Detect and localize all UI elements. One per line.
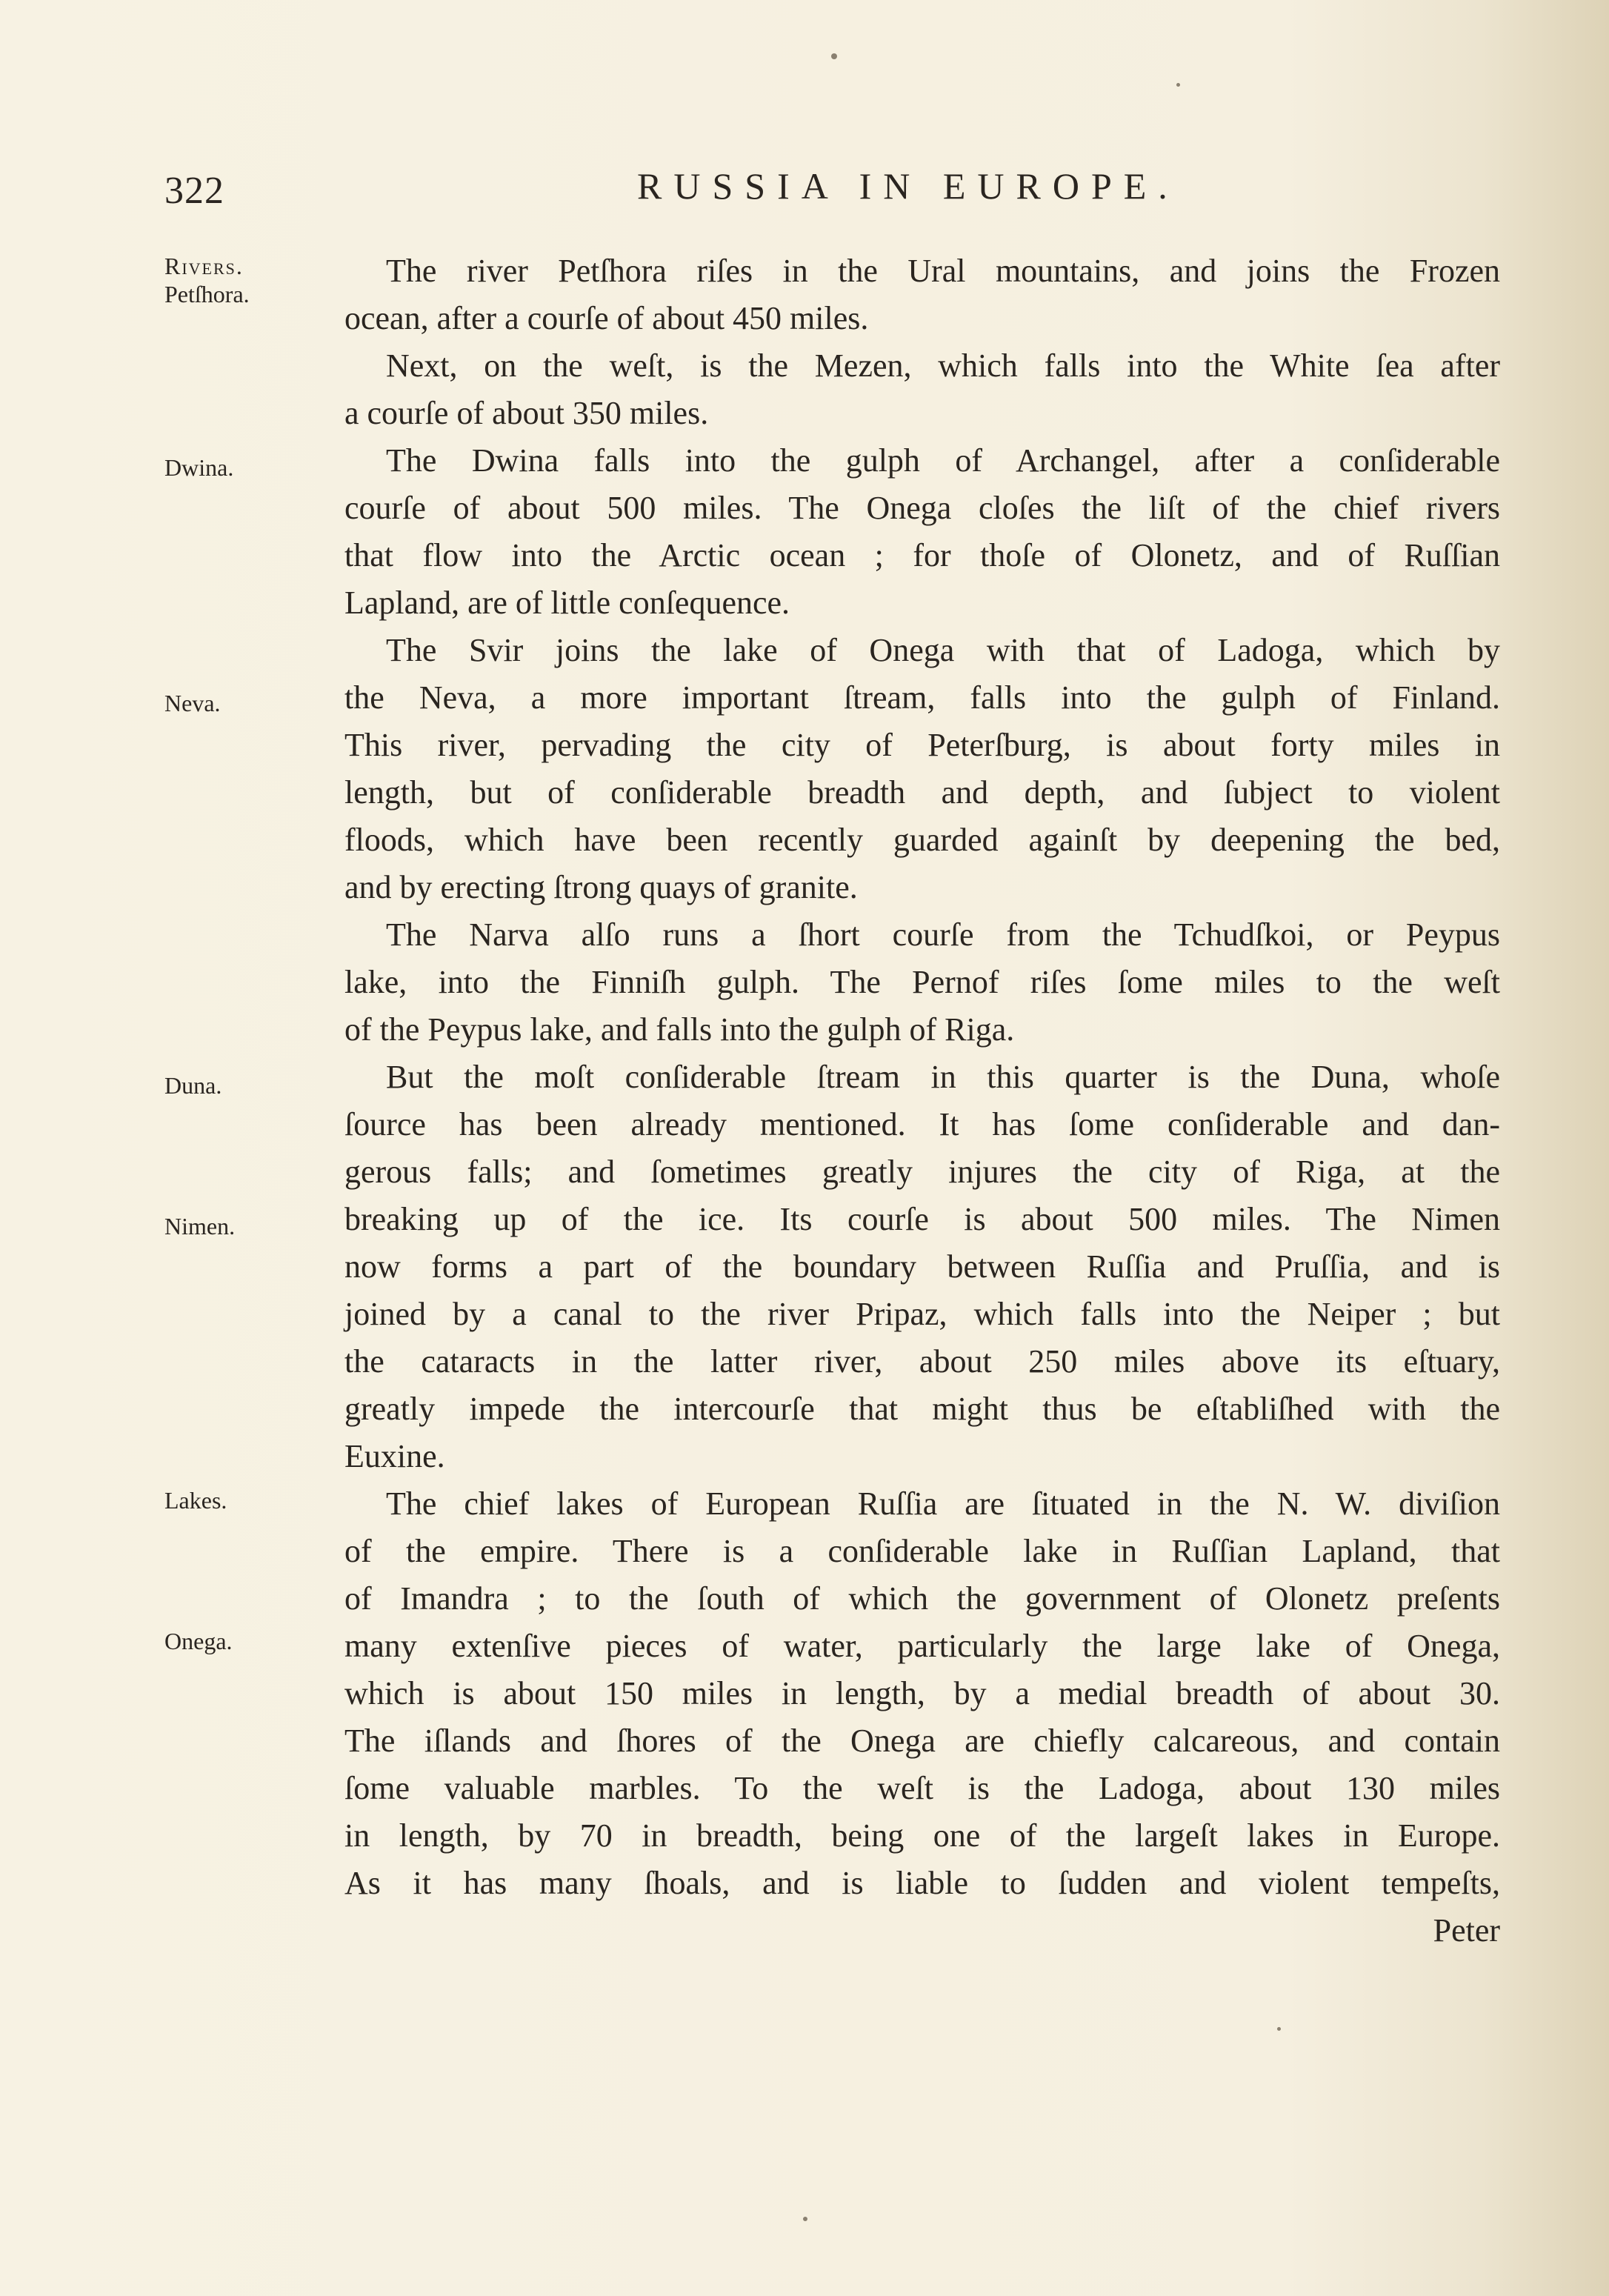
margin-note-duna [164,1071,327,1099]
text-line: which is about 150 miles in length, by a medial breadth of about 30. [344,1675,1500,1711]
text-line: The iſlands and ſhores of the Onega are chiefly calcareous, and contain [344,1723,1500,1759]
margin-note-nimen [164,1212,327,1240]
text-line: The Dwina falls into the gulph of Archangel, after a conſiderable [386,442,1500,479]
text-line: that flow into the Arctic ocean ; for thoſe of Olonetz, and of Ruſſian [344,537,1500,573]
text-line: Euxine. [344,1438,445,1474]
margin-note-onega [164,1627,327,1655]
text-line: ocean, after a courſe of about 450 miles. [344,300,869,336]
text-line: now forms a part of the boundary between Ruſſia and Pruſſia, and is [344,1248,1500,1285]
paper-speck [1176,83,1180,87]
text-line: courſe of about 500 miles. The Onega cloſes the liſt of the chief rivers [344,490,1500,526]
text-line: in length, by 70 in breadth, being one of the largeſt lakes in Europe. [344,1817,1500,1854]
text-line: But the moſt conſiderable ſtream in this quarter is the Duna, whoſe [386,1059,1500,1095]
margin-note-line: Dwina. [164,454,234,481]
paper-speck [1277,2027,1281,2031]
margin-note-line: Lakes. [164,1487,227,1514]
text-line: gerous falls; and ſometimes greatly injures the city of Riga, at the [344,1154,1500,1190]
text-line: the cataracts in the latter river, about 250 miles above its eſtuary, [344,1343,1500,1380]
text-line: of the Peypus lake, and falls into the gulph of Riga. [344,1011,1015,1048]
margin-note-neva [164,689,327,717]
margin-note-line: Nimen. [164,1213,236,1239]
text-line: Lapland, are of little conſequence. [344,585,790,621]
catchword: Peter [1433,1912,1500,1949]
text-line: The river Petſhora riſes in the Ural mountains, and joins the Frozen [386,253,1500,289]
margin-note-line: Duna. [164,1072,222,1099]
margin-note-line: Petſhora. [164,281,250,307]
text-line: As it has many ſhoals, and is liable to ſudden and violent tempeſts, [344,1865,1500,1901]
text-line: and by erecting ſtrong quays of granite. [344,869,858,905]
margin-note-line: Rivers. [164,253,244,279]
margin-note-line: Neva. [164,690,221,716]
margin-note-dwina [164,453,327,482]
text-line: of the empire. There is a conſiderable lake in Ruſſian Lapland, that [344,1533,1500,1569]
text-line: length, but of conſiderable breadth and depth, and ſubject to violent [344,774,1500,811]
text-line: the Neva, a more important ſtream, falls into the gulph of Finland. [344,679,1500,716]
text-line: Next, on the weſt, is the Mezen, which falls into the White ſea after [386,347,1500,384]
text-line: ſome valuable marbles. To the weſt is the Ladoga, about 130 miles [344,1770,1500,1806]
text-line: The chief lakes of European Ruſſia are ſituated in the N. W. diviſion [386,1485,1500,1522]
text-line: joined by a canal to the river Pripaz, which falls into the Neiper ; but [344,1296,1500,1332]
text-line: floods, which have been recently guarded againſt by deepening the bed, [344,822,1500,858]
page-number: 322 [164,170,224,212]
text-line: The Narva alſo runs a ſhort courſe from the Tchudſkoi, or Peypus [386,916,1500,953]
text-line: The Svir joins the lake of Onega with that of Ladoga, which by [386,632,1500,668]
margin-note-rivers [164,252,327,308]
text-line: greatly impede the intercourſe that might thus be eſtabliſhed with the [344,1391,1500,1427]
paper-speck [803,2217,807,2221]
text-line: breaking up of the ice. Its courſe is about 500 miles. The Nimen [344,1201,1500,1237]
paper-speck [831,53,837,59]
text-line: a courſe of about 350 miles. [344,395,709,431]
text-line: many extenſive pieces of water, particularly the large lake of Onega, [344,1628,1500,1664]
text-line: of Imandra ; to the ſouth of which the government of Olonetz preſents [344,1580,1500,1617]
text-line: ſource has been already mentioned. It has ſome conſiderable and dan- [344,1106,1500,1142]
running-title: RUSSIA IN EUROPE. [637,165,1179,207]
margin-note-lakes [164,1486,327,1514]
text-line: This river, pervading the city of Peterſburg, is about forty miles in [344,727,1500,763]
margin-note-line: Onega. [164,1628,233,1654]
text-line: lake, into the Finniſh gulph. The Pernof riſes ſome miles to the weſt [344,964,1500,1000]
